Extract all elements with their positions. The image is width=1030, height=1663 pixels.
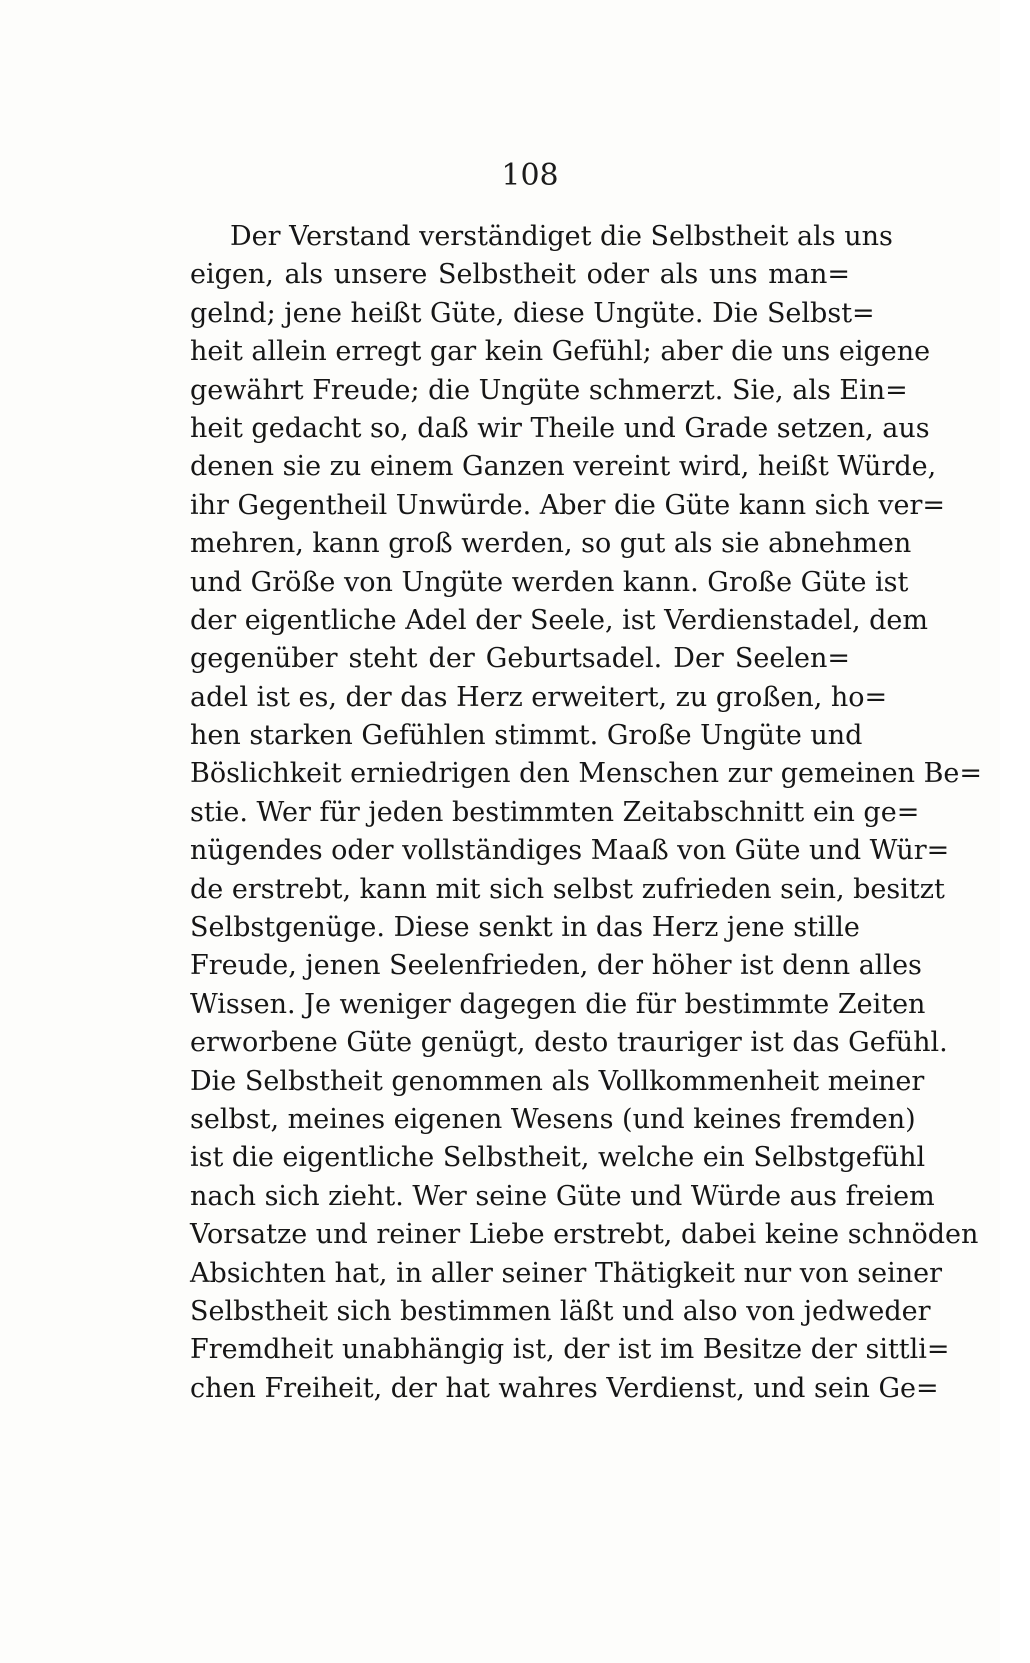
body-text bbox=[190, 218, 983, 1408]
text-line: Freude, jenen Seelenfrieden, der höher ist denn alles bbox=[190, 950, 922, 982]
text-line: denen sie zu einem Ganzen vereint wird, heißt Würde, bbox=[190, 451, 937, 483]
text-line: Die Selbstheit genommen als Vollkommenheit meiner bbox=[190, 1065, 925, 1097]
text-line: erworbene Güte genügt, desto trauriger ist das Gefühl. bbox=[190, 1027, 948, 1059]
text-line: ihr Gegentheil Unwürde. Aber die Güte kann sich ver= bbox=[190, 489, 946, 521]
text-line: Der Verstand verständiget die Selbstheit als uns bbox=[230, 221, 893, 252]
text-line: Fremdheit unabhängig ist, der ist im Besitze der sittli= bbox=[190, 1334, 950, 1366]
text-line: gewährt Freude; die Ungüte schmerzt. Sie, als Ein= bbox=[190, 374, 908, 406]
text-line: Selbstgenüge. Diese senkt in das Herz jene stille bbox=[190, 912, 860, 944]
text-line: hen starken Gefühlen stimmt. Große Ungüte und bbox=[190, 720, 863, 752]
text-line: heit gedacht so, daß wir Theile und Grade setzen, aus bbox=[190, 412, 930, 444]
text-line: Selbstheit sich bestimmen läßt und also von jedweder bbox=[190, 1295, 931, 1327]
text-line: der eigentliche Adel der Seele, ist Verdienstadel, dem bbox=[190, 604, 929, 636]
text-line: stie. Wer für jeden bestimmten Zeitabschnitt ein ge= bbox=[190, 796, 920, 828]
text-line: nach sich zieht. Wer seine Güte und Würde aus freiem bbox=[190, 1180, 935, 1212]
text-line: eigen, als unsere Selbstheit oder als uns man= bbox=[190, 259, 850, 291]
page-number: 108 bbox=[501, 158, 559, 193]
text-line: heit allein erregt gar kein Gefühl; aber die uns eigene bbox=[190, 336, 931, 368]
text-line: selbst, meines eigenen Wesens (und keines fremden) bbox=[190, 1103, 916, 1135]
text-line: Vorsatze und reiner Liebe erstrebt, dabei keine schnöden bbox=[190, 1219, 979, 1251]
text-line: gelnd; jene heißt Güte, diese Ungüte. Die Selbst= bbox=[190, 297, 875, 329]
text-line: mehren, kann groß werden, so gut als sie abnehmen bbox=[190, 528, 912, 560]
text-line: chen Freiheit, der hat wahres Verdienst, und sein Ge= bbox=[190, 1372, 939, 1404]
text-line: Absichten hat, in aller seiner Thätigkeit nur von seiner bbox=[190, 1257, 943, 1289]
text-line: nügendes oder vollständiges Maaß von Güte und Wür= bbox=[190, 835, 950, 867]
text-line: gegenüber steht der Geburtsadel. Der Seelen= bbox=[190, 643, 850, 675]
text-line: Wissen. Je weniger dagegen die für bestimmte Zeiten bbox=[190, 988, 926, 1020]
text-line: adel ist es, der das Herz erweitert, zu großen, ho= bbox=[190, 681, 888, 713]
text-line: de erstrebt, kann mit sich selbst zufrieden sein, besitzt bbox=[190, 873, 945, 905]
text-line: ist die eigentliche Selbstheit, welche ein Selbstgefühl bbox=[190, 1142, 926, 1174]
text-line: Böslichkeit erniedrigen den Menschen zur gemeinen Be= bbox=[190, 758, 983, 790]
text-line: und Größe von Ungüte werden kann. Große Güte ist bbox=[190, 566, 909, 598]
